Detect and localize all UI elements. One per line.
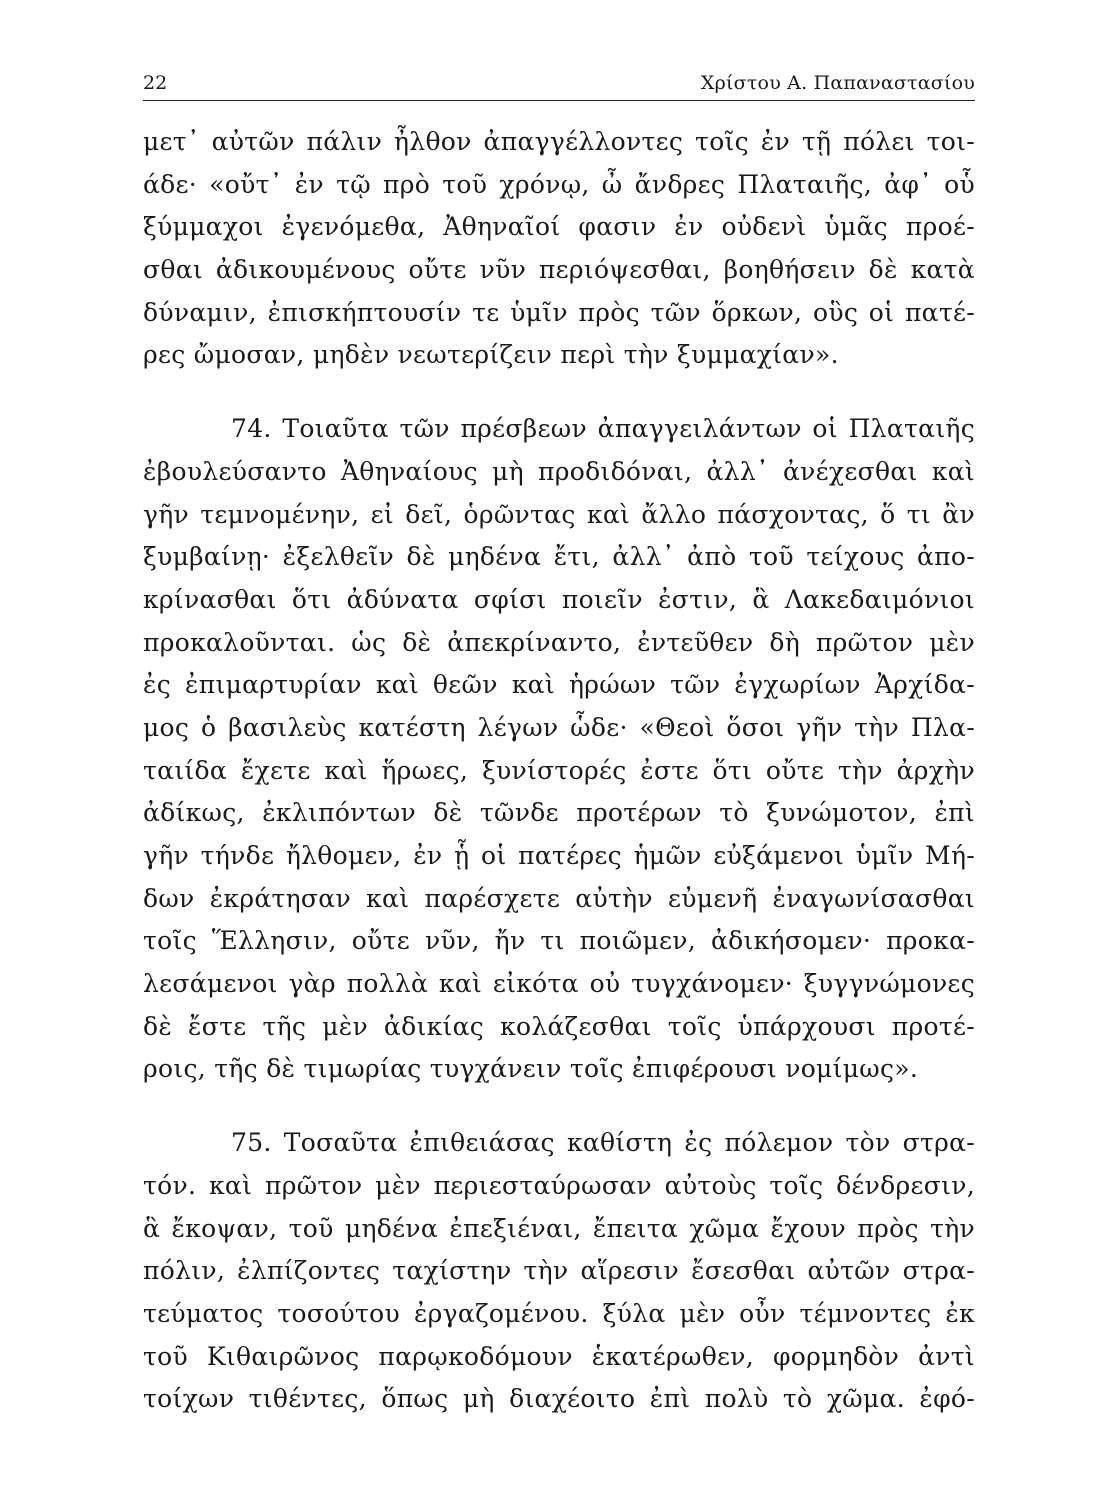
text-line: λεσάμενοι γὰρ πολλὰ καὶ εἰκότα οὐ τυγχάνομεν· ξυγγνώμονες: [143, 969, 975, 999]
text-line: άδε· «οὔτ᾽ ἐν τῷ πρὸ τοῦ χρόνῳ, ὦ ἄνδρες Πλαταιῆς, ἀφ᾽ οὗ: [143, 169, 975, 199]
text-line: σθαι ἀδικουμένους οὔτε νῦν περιόψεσθαι, βοηθήσειν δὲ κατὰ: [143, 255, 975, 285]
text-line: 75. Τοσαῦτα ἐπιθειάσας καθίστη ἐς πόλεμον τὸν στρα-: [231, 1128, 975, 1158]
paragraph-gap: [143, 1091, 975, 1122]
text-line: ἃ ἔκοψαν, τοῦ μηδένα ἐπεξιέναι, ἔπειτα χῶμα ἔχουν πρὸς τὴν: [143, 1213, 975, 1243]
text-line: κρίνασθαι ὅτι ἀδύνατα σφίσι ποιεῖν ἐστιν, ἃ Λακεδαιμόνιοι: [143, 584, 975, 614]
text-line: ξυμβαίνῃ· ἐξελθεῖν δὲ μηδένα ἔτι, ἀλλ᾽ ἀπὸ τοῦ τείχους ἀπο-: [143, 542, 975, 572]
text-line: ξύμμαχοι ἐγενόμεθα, Ἀθηναῖοί φασιν ἐν οὐδενὶ ὑμᾶς προέ-: [143, 212, 975, 242]
paragraph-75: [143, 1122, 975, 1421]
paragraph-1: [143, 121, 975, 377]
page-number: 22: [143, 72, 168, 94]
page-header: [143, 66, 975, 101]
text-line: τεύματος τοσούτου ἐργαζομένου. ξύλα μὲν οὖν τέμνοντες ἐκ: [143, 1298, 975, 1328]
text-line: πόλιν, ἐλπίζοντες ταχίστην τὴν αἵρεσιν ἔσεσθαι αὐτῶν στρα-: [143, 1256, 975, 1286]
text-line: προκαλοῦνται. ὡς δὲ ἀπεκρίναντο, ἐντεῦθεν δὴ πρῶτον μὲν: [143, 627, 975, 657]
body-text: [143, 121, 975, 1421]
text-line: ἐβουλεύσαντο Ἀθηναίους μὴ προδιδόναι, ἀλλ᾽ ἀνέχεσθαι καὶ: [143, 456, 975, 486]
text-line: δων ἐκράτησαν καὶ παρέσχετε αὐτὴν εὐμενῆ ἐναγωνίσασθαι: [143, 883, 975, 913]
text-line: ἐς ἐπιμαρτυρίαν καὶ θεῶν καὶ ἡρώων τῶν ἐγχωρίων Ἀρχίδα-: [143, 670, 975, 700]
text-line: τοῦ Κιθαιρῶνος παρῳκοδόμουν ἑκατέρωθεν, φορμηδὸν ἀντὶ: [143, 1341, 975, 1371]
text-line: τοίχων τιθέντες, ὅπως μὴ διαχέοιτο ἐπὶ πολὺ τὸ χῶμα. ἐφό-: [143, 1384, 975, 1414]
text-line: ἀδίκως, ἐκλιπόντων δὲ τῶνδε προτέρων τὸ ξυνώμοτον, ἐπὶ: [143, 798, 975, 828]
paragraph-74: [143, 408, 975, 1091]
text-line: τοῖς Ἕλλησιν, οὔτε νῦν, ἤν τι ποιῶμεν, ἀδικήσομεν· προκα-: [143, 926, 975, 956]
text-line: δύναμιν, ἐπισκήπτουσίν τε ὑμῖν πρὸς τῶν ὅρκων, οὓς οἱ πατέ-: [143, 297, 975, 327]
text-line: μος ὁ βασιλεὺς κατέστη λέγων ὧδε· «Θεοὶ ὅσοι γῆν τὴν Πλα-: [143, 712, 975, 742]
text-line: ταιίδα ἔχετε καὶ ἥρωες, ξυνίστορές ἐστε ὅτι οὔτε τὴν ἀρχὴν: [143, 755, 975, 785]
text-line: ρες ὤμοσαν, μηδὲν νεωτερίζειν περὶ τὴν ξυμμαχίαν».: [143, 340, 839, 370]
text-line: δὲ ἔστε τῆς μὲν ἀδικίας κολάζεσθαι τοῖς ὑπάρχουσι προτέ-: [143, 1011, 975, 1041]
text-line: γῆν τήνδε ἤλθομεν, ἐν ᾗ οἱ πατέρες ἡμῶν εὐξάμενοι ὑμῖν Μή-: [143, 841, 975, 870]
text-line: μετ᾽ αὐτῶν πάλιν ἦλθον ἀπαγγέλλοντες τοῖς ἐν τῇ πόλει τοι-: [143, 127, 975, 156]
paragraph-gap: [143, 377, 975, 408]
text-line: γῆν τεμνομένην, εἰ δεῖ, ὁρῶντας καὶ ἄλλο πάσχοντας, ὅ τι ἂν: [143, 499, 975, 529]
text-line: 74. Τοιαῦτα τῶν πρέσβεων ἀπαγγειλάντων οἱ Πλαταιῆς: [231, 414, 975, 444]
running-head: Χρίστου Α. Παπαναστασίου: [700, 72, 975, 94]
text-line: ροις, τῆς δὲ τιμωρίας τυγχάνειν τοῖς ἐπιφέρουσι νομίμως».: [143, 1054, 919, 1084]
text-line: τόν. καὶ πρῶτον μὲν περιεσταύρωσαν αὐτοὺς τοῖς δένδρεσιν,: [143, 1170, 975, 1200]
